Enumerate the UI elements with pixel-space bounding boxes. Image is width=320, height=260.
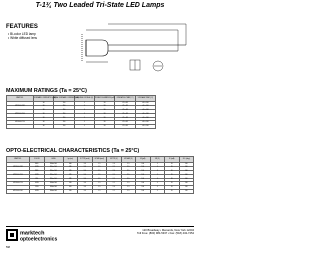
- table-cell: MT6100-CUG: [7, 174, 30, 178]
- table-cell: GRN: [30, 166, 45, 170]
- column-header: REVERSE VOLTAGE (V): [74, 96, 94, 102]
- table-cell: 3.0: [78, 174, 93, 178]
- table-cell: 90: [94, 121, 114, 125]
- table-cell: 2.5: [121, 166, 136, 170]
- table-cell: MT6100-CYG: [7, 121, 34, 125]
- table-cell: 2.5: [121, 163, 136, 167]
- table-cell: 1.5: [92, 166, 107, 170]
- table-cell: -40~+100: [135, 105, 155, 109]
- table-cell: 100: [136, 186, 151, 190]
- table-cell: 100: [179, 182, 194, 186]
- table-cell: 100: [136, 174, 151, 178]
- table-cell: 100: [136, 178, 151, 182]
- table-cell: 150: [54, 102, 74, 106]
- feature-item: • White diffused lens: [8, 36, 37, 40]
- table-cell: 30: [34, 102, 54, 106]
- table-cell: 20: [165, 163, 180, 167]
- table-cell: GRN: [30, 182, 45, 186]
- table-cell: 565: [63, 190, 78, 194]
- company-address: 120 Broadway • Menands, New York 12204: [142, 229, 194, 232]
- column-header: IV MIN (mcd): [92, 157, 107, 163]
- table-cell: 5: [74, 102, 94, 106]
- table-cell: 100: [136, 163, 151, 167]
- table-cell: 565: [63, 166, 78, 170]
- table-cell: -25~+85: [115, 121, 135, 125]
- table-cell: 100: [179, 186, 194, 190]
- table-cell: 3.0: [78, 190, 93, 194]
- table-cell: 20: [165, 170, 180, 174]
- column-header: PART NO.: [7, 96, 34, 102]
- table-cell: 2.0: [107, 186, 122, 190]
- table-cell: 90: [94, 113, 114, 117]
- table-cell: -40~+100: [135, 109, 155, 113]
- table-cell: -25~+85: [115, 102, 135, 106]
- table-cell: 100: [179, 178, 194, 182]
- table-cell: White Diff.: [44, 190, 63, 194]
- logo-tagline: optoelectronics: [20, 236, 58, 243]
- column-header: POWER DISSIPATION (mW): [94, 96, 114, 102]
- table-cell: 90: [94, 125, 114, 129]
- table-cell: 660: [63, 163, 78, 167]
- table-cell: MT6100-CYG: [7, 182, 30, 186]
- column-header: OPERATING TEMP (°C): [115, 96, 135, 102]
- column-header: PEAK FORWARD CURRENT (mA): [54, 96, 74, 102]
- table-cell: 150: [54, 121, 74, 125]
- table-cell: 30: [34, 109, 54, 113]
- table-cell: 30: [34, 121, 54, 125]
- table-cell: White Diff.: [44, 163, 63, 167]
- table-cell: 5: [150, 163, 165, 167]
- table-cell: 20: [165, 178, 180, 182]
- features-list: [8, 32, 37, 40]
- table-cell: 20: [165, 186, 180, 190]
- table-cell: 5: [74, 113, 94, 117]
- table-cell: 90: [94, 117, 114, 121]
- table-cell: -25~+85: [115, 105, 135, 109]
- table-cell: 585: [63, 178, 78, 182]
- table-cell: 1.5: [92, 178, 107, 182]
- table-cell: 150: [54, 105, 74, 109]
- table-cell: 100: [179, 190, 194, 194]
- table-cell: 90: [94, 105, 114, 109]
- table-cell: MT6100-CUR: [7, 105, 34, 109]
- table-cell: 2.1: [107, 178, 122, 182]
- table-cell: GRN: [30, 190, 45, 194]
- table-cell: 30: [34, 113, 54, 117]
- lamp-dimension-drawing: [78, 12, 194, 84]
- column-header: FORWARD CURRENT IF (mA): [34, 96, 54, 102]
- table-cell: 2.5: [121, 182, 136, 186]
- table-cell: 2.1: [107, 166, 122, 170]
- column-header: STORAGE TEMP (°C): [135, 96, 155, 102]
- column-header: VR (V): [150, 157, 165, 163]
- column-header: IR (μA): [136, 157, 151, 163]
- table-cell: 2.5: [121, 170, 136, 174]
- table-cell: 5: [74, 105, 94, 109]
- column-header: 2θ½ (deg): [179, 157, 194, 163]
- table-cell: 2.1: [107, 182, 122, 186]
- table-cell: 1.5: [92, 182, 107, 186]
- column-header: λp (nm): [63, 157, 78, 163]
- table-cell: 2.0: [107, 170, 122, 174]
- table-cell: -25~+85: [115, 109, 135, 113]
- table-cell: 1.5: [92, 174, 107, 178]
- table-cell: 5: [150, 190, 165, 194]
- table-cell: 2.5: [121, 178, 136, 182]
- table-cell: 100: [136, 170, 151, 174]
- column-header: PART NO.: [7, 157, 30, 163]
- table-cell: 20: [165, 190, 180, 194]
- page-number: 598: [6, 246, 10, 249]
- table-cell: White Diff.: [44, 182, 63, 186]
- table-cell: 2.1: [107, 190, 122, 194]
- column-header: IV TYP (mcd): [78, 157, 93, 163]
- table-cell: 100: [136, 190, 151, 194]
- table-cell: 100: [136, 182, 151, 186]
- table-cell: RED: [30, 163, 45, 167]
- max-ratings-table: [6, 95, 156, 129]
- table-cell: 20: [165, 182, 180, 186]
- table-cell: 2.5: [121, 174, 136, 178]
- table-cell: 610: [63, 186, 78, 190]
- table-cell: 2.1: [107, 174, 122, 178]
- table-cell: White Diff.: [44, 186, 63, 190]
- table-row: [7, 125, 156, 129]
- features-heading: FEATURES: [6, 24, 38, 30]
- logo-wordmark: marktech: [20, 230, 45, 237]
- column-header: VF MAX (V): [121, 157, 136, 163]
- table-cell: 100: [179, 174, 194, 178]
- table-cell: [7, 125, 34, 129]
- marktech-logo: [6, 229, 66, 242]
- table-cell: 635: [63, 170, 78, 174]
- table-cell: -40~+100: [135, 102, 155, 106]
- table-cell: -40~+100: [135, 121, 155, 125]
- table-cell: 3.0: [78, 166, 93, 170]
- table-cell: 150: [54, 117, 74, 121]
- table-cell: 150: [54, 109, 74, 113]
- table-cell: 565: [63, 174, 78, 178]
- table-cell: White Diff.: [44, 178, 63, 182]
- table-cell: 90: [94, 109, 114, 113]
- table-cell: 3.0: [78, 182, 93, 186]
- table-cell: 30: [34, 117, 54, 121]
- table-cell: 5: [74, 125, 94, 129]
- table-cell: -40~+100: [135, 125, 155, 129]
- table-cell: 20: [165, 166, 180, 170]
- table-cell: MT6100-CUR: [7, 166, 30, 170]
- table-cell: 100: [179, 170, 194, 174]
- table-cell: 1.5: [92, 170, 107, 174]
- table-cell: 1.5: [92, 190, 107, 194]
- footer-divider: [6, 226, 194, 227]
- column-header: COLOR: [30, 157, 45, 163]
- table-cell: 150: [54, 125, 74, 129]
- table-cell: 5: [150, 186, 165, 190]
- table-cell: 100: [136, 166, 151, 170]
- table-cell: 3.0: [78, 178, 93, 182]
- table-cell: -25~+85: [115, 117, 135, 121]
- table-cell: 20: [165, 174, 180, 178]
- table-cell: MT6100-CGO: [7, 190, 30, 194]
- table-cell: 565: [63, 182, 78, 186]
- table-cell: -40~+100: [135, 113, 155, 117]
- table-cell: 90: [94, 102, 114, 106]
- table-cell: 2.5: [121, 186, 136, 190]
- table-cell: 5: [150, 170, 165, 174]
- company-phone: Toll Free: (800) 984-5337 • Fax: (518) 432-7454: [137, 232, 194, 236]
- table-cell: 100: [179, 163, 194, 167]
- column-header: LENS: [44, 157, 63, 163]
- table-cell: 3.0: [78, 186, 93, 190]
- table-cell: -40~+100: [135, 117, 155, 121]
- table-cell: -25~+85: [115, 113, 135, 117]
- table-cell: GRN: [30, 174, 45, 178]
- table-cell: MT6100-CUG: [7, 113, 34, 117]
- max-ratings-heading: MAXIMUM RATINGS (Ta = 25°C): [6, 88, 87, 94]
- table-cell: YEL: [30, 178, 45, 182]
- table-cell: 1.5: [92, 163, 107, 167]
- table-row: [7, 190, 194, 194]
- table-cell: 5: [150, 166, 165, 170]
- opto-heading: OPTO-ELECTRICAL CHARACTERISTICS (Ta = 25°C): [6, 148, 140, 154]
- table-cell: 5: [74, 121, 94, 125]
- table-cell: 3.0: [78, 170, 93, 174]
- table-cell: 3.0: [78, 163, 93, 167]
- table-cell: ORG: [30, 186, 45, 190]
- column-header: IF (mA): [165, 157, 180, 163]
- table-cell: 5: [74, 117, 94, 121]
- table-cell: 2.0: [107, 163, 122, 167]
- table-cell: 5: [150, 182, 165, 186]
- table-cell: 1.5: [92, 186, 107, 190]
- table-cell: 2.5: [121, 190, 136, 194]
- contact-block: [112, 229, 194, 236]
- table-cell: White Diff.: [44, 170, 63, 174]
- table-cell: White Diff.: [44, 166, 63, 170]
- page-title: T-1¾ Two Leaded Tri-State LED Lamps: [35, 2, 165, 9]
- table-cell: 150: [54, 113, 74, 117]
- table-cell: RED: [30, 170, 45, 174]
- table-cell: 5: [150, 174, 165, 178]
- table-cell: -25~+85: [115, 125, 135, 129]
- table-cell: 5: [74, 109, 94, 113]
- table-cell: White Diff.: [44, 174, 63, 178]
- table-cell: 5: [150, 178, 165, 182]
- column-header: VF TYP (V): [107, 157, 122, 163]
- feature-item: • Bi-color LED lamp: [8, 32, 37, 36]
- opto-table: [6, 156, 194, 194]
- table-cell: 30: [34, 125, 54, 129]
- table-cell: 100: [179, 166, 194, 170]
- table-cell: 30: [34, 105, 54, 109]
